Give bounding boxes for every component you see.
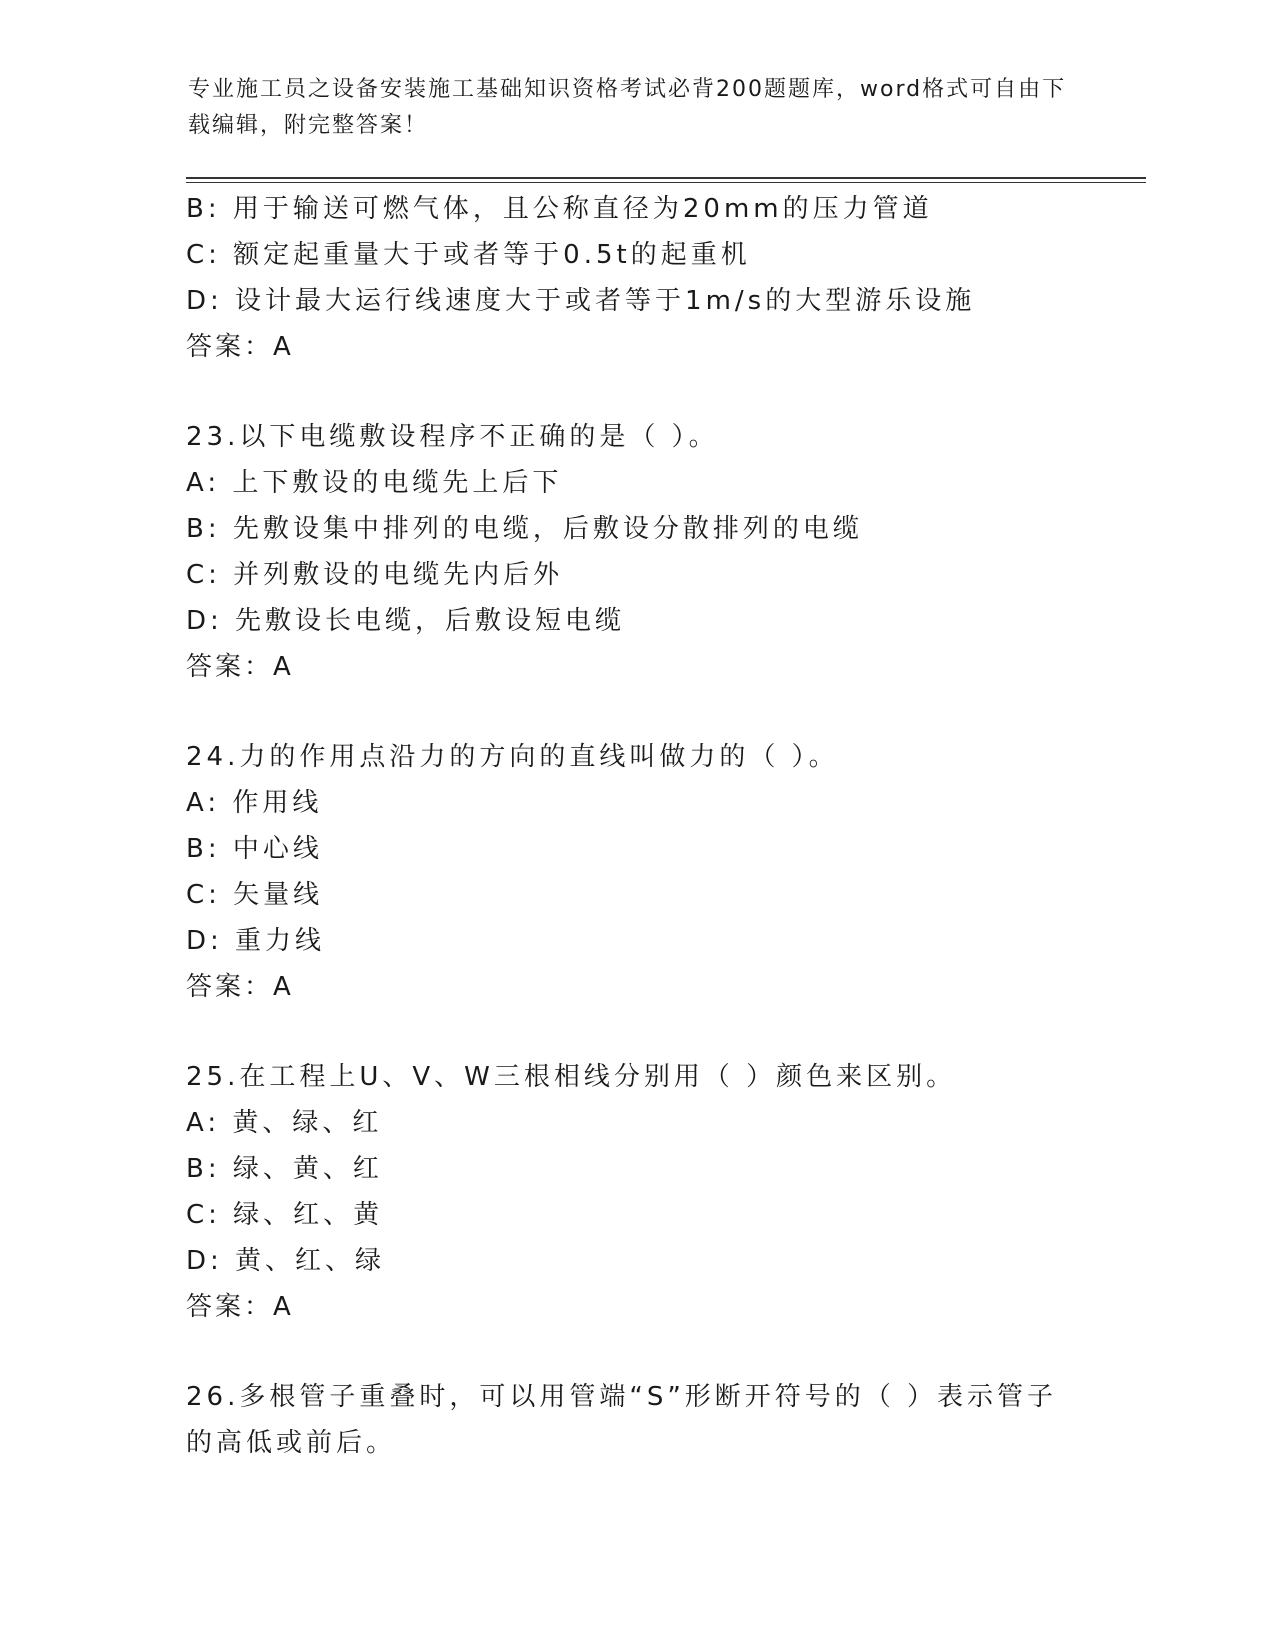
divider-line-thin [186, 182, 1146, 183]
option-a: A: 作用线 [186, 788, 323, 818]
answer-line: 答案：A [186, 652, 294, 682]
option-b: B: 用于输送可燃气体，且公称直径为20mm的压力管道 [186, 194, 933, 224]
option-c: C: 并列敷设的电缆先内后外 [186, 560, 564, 590]
spacer [186, 1330, 1146, 1374]
answer-line: 答案：A [186, 972, 294, 1002]
question-25 [186, 1054, 1146, 1330]
option-d: D: 先敷设长电缆，后敷设短电缆 [186, 606, 626, 636]
spacer [186, 370, 1146, 414]
answer-line: 答案：A [186, 1292, 294, 1322]
option-d: D: 黄、红、绿 [186, 1246, 386, 1276]
option-d: D: 设计最大运行线速度大于或者等于1m/s的大型游乐设施 [186, 286, 976, 316]
question-24 [186, 734, 1146, 1010]
question-26 [186, 1374, 1146, 1466]
header-divider [186, 177, 1146, 183]
question-stem: 26.多根管子重叠时，可以用管端“S”形断开符号的（ ）表示管子的高低或前后。 [186, 1382, 1058, 1458]
header-title: 专业施工员之设备安装施工基础知识资格考试必背200题题库，word格式可自由下载编辑，附完整答案！ [188, 77, 1067, 138]
option-b: B: 中心线 [186, 834, 323, 864]
question-stem: 23.以下电缆敷设程序不正确的是（ ）。 [186, 422, 719, 452]
spacer [186, 1010, 1146, 1054]
option-c: C: 矢量线 [186, 880, 324, 910]
divider-line-thick [186, 177, 1146, 179]
option-c: C: 绿、红、黄 [186, 1200, 384, 1230]
question-stem: 25.在工程上U、V、W三根相线分别用（ ）颜色来区别。 [186, 1062, 957, 1092]
answer-line: 答案：A [186, 332, 294, 362]
question-list [186, 186, 1146, 1466]
option-a: A: 上下敷设的电缆先上后下 [186, 468, 563, 498]
option-c: C: 额定起重量大于或者等于0.5t的起重机 [186, 240, 751, 270]
spacer [186, 690, 1146, 734]
option-b: B: 绿、黄、红 [186, 1154, 383, 1184]
question-23 [186, 414, 1146, 690]
document-header [188, 72, 1078, 144]
option-b: B: 先敷设集中排列的电缆，后敷设分散排列的电缆 [186, 514, 863, 544]
option-a: A: 黄、绿、红 [186, 1108, 383, 1138]
question-stem: 24.力的作用点沿力的方向的直线叫做力的（ ）。 [186, 742, 839, 772]
option-d: D: 重力线 [186, 926, 326, 956]
question-22-continued [186, 186, 1146, 370]
